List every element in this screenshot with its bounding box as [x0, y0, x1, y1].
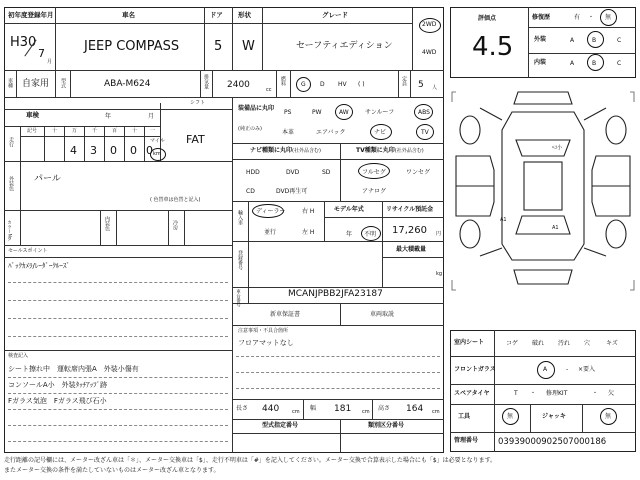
- mileage-col-hun: 百: [112, 128, 118, 134]
- inspector-note-line: Fガラス気泡 Fガラス飛び石小: [8, 397, 107, 405]
- capacity-value: 5: [418, 80, 424, 90]
- category-value: 自家用: [22, 79, 50, 89]
- shape-value: W: [242, 39, 255, 54]
- mileage-digit: 0: [146, 144, 153, 157]
- model-year-label: モデル年式: [334, 206, 364, 213]
- navi-dvd-play: DVD再生可: [276, 188, 308, 195]
- fuel-hv: HV: [338, 81, 347, 88]
- spare-sep1: ・: [530, 390, 537, 397]
- tv-label-text: TV種類に丸印: [356, 147, 395, 154]
- navi-dvd: DVD: [286, 169, 300, 176]
- score-label: 評価点: [478, 15, 497, 22]
- front-glass-a: A: [543, 366, 548, 373]
- sales-point-text: ﾊﾞｯｸｶﾒﾗ/ﾚｰﾀﾞｰｸﾙｰｽﾞ: [8, 262, 70, 270]
- vin-value: MCANJPBB2JFA23187: [288, 289, 383, 299]
- vin-label: 車台番号: [235, 289, 241, 307]
- footer-note-1: 走行距離の記号欄には、メーター改ざん車は「＊」、メーター交換車は「$」、走行不明車は「#」を記入してください。メーター交換で合算表示した場合にも「$」は必要となります。: [4, 457, 497, 464]
- length-label: 長さ: [236, 405, 249, 412]
- grade-value: セーフティエディション: [296, 41, 393, 51]
- mileage-digit: 3: [90, 144, 97, 157]
- model-value: ABA-M624: [104, 79, 151, 89]
- shape-label: 形状: [238, 11, 251, 19]
- exterior-grade-b: B: [592, 37, 597, 44]
- capacity-unit: 人: [432, 85, 438, 91]
- equip-tv: TV: [421, 129, 429, 136]
- tv-analog: アナログ: [362, 188, 387, 195]
- doors-value: 5: [214, 39, 223, 54]
- navi-hdd: HDD: [246, 169, 260, 176]
- tv-label: [356, 148, 424, 154]
- interior-grade-b: B: [592, 60, 597, 67]
- fuel-d: D: [320, 81, 325, 88]
- import-left: 左 H: [302, 229, 315, 236]
- displacement-value: 2400: [227, 80, 250, 90]
- class-number-label: 類別区分番号: [368, 422, 405, 429]
- warranty-manual: 車両取説: [370, 311, 395, 318]
- reg-month-value: 7: [38, 47, 45, 60]
- navi-cd: CD: [246, 188, 255, 195]
- fuel-g: G: [301, 81, 306, 88]
- model-year-year: 年: [346, 231, 353, 238]
- interior-color-label: 内装色: [104, 216, 110, 231]
- door-label: ドア: [210, 11, 223, 19]
- length-value: 440: [262, 404, 280, 414]
- exterior-grade-a: A: [570, 37, 575, 44]
- capacity-label: 定員: [401, 76, 407, 86]
- exterior-grade-label: 外装: [534, 36, 547, 43]
- equip-sunroof: サンルーフ: [365, 109, 395, 116]
- mileage-col-ten: 十: [132, 128, 138, 134]
- height-value: 164: [406, 404, 424, 414]
- recycle-label: リサイクル預託金: [386, 206, 434, 213]
- mileage-digit: 4: [70, 144, 77, 157]
- damage-mark-dent: ﾍｺ小: [552, 145, 563, 151]
- equip-ps: PS: [284, 109, 292, 116]
- grade-label: グレード: [322, 11, 348, 19]
- damage-mark-a1-right: A1: [552, 225, 559, 231]
- control-value: 03939000902507000186: [498, 437, 607, 447]
- jack-value: 無: [605, 413, 612, 420]
- mileage-digit: 0: [110, 144, 117, 157]
- car-name-value: JEEP COMPASS: [84, 39, 180, 54]
- navi-label: [250, 148, 321, 154]
- tools-label: 工具: [458, 413, 471, 420]
- repair-no: 無: [605, 14, 612, 21]
- exterior-note: ( 色替車は色替と記入): [150, 197, 201, 203]
- drive-4wd: 4WD: [422, 49, 437, 56]
- equipment-sub: (純正のみ): [238, 126, 262, 132]
- front-glass-label: フロントガラス: [454, 366, 496, 373]
- fuel-other: ( ): [358, 81, 365, 88]
- mileage-col-thou: 千: [92, 128, 98, 134]
- shift-label: シフト: [190, 100, 206, 106]
- equip-pw: PW: [312, 109, 322, 116]
- inspection-label: 車検: [26, 111, 39, 119]
- sales-point-label: セールスポイント: [8, 248, 48, 254]
- footer-note-2: またメーター交換の条件を満たしていないものはメーター改ざん車となります。: [4, 467, 220, 474]
- mileage-col-10k: 十: [52, 128, 58, 134]
- spare-sep2: ・: [592, 390, 599, 397]
- seat-tear: 破れ: [532, 340, 545, 347]
- spare-label: スペアタイヤ: [454, 390, 490, 397]
- mileage-digit: 0: [130, 144, 137, 157]
- equip-navi: ナビ: [374, 129, 387, 136]
- control-label: 管理番号: [454, 437, 479, 444]
- max-load-label: 最大積載量: [396, 246, 427, 253]
- cc-unit: cc: [266, 87, 272, 93]
- tv-oneseg: ワンセグ: [406, 169, 431, 176]
- mileage-col-one: 一: [150, 128, 156, 134]
- color-no-label: カラーNo.: [6, 220, 12, 241]
- front-glass-replace: ×要入: [578, 366, 596, 373]
- equip-airbag: エアバック: [316, 129, 346, 136]
- equipment-label: 装備品に丸印: [238, 105, 275, 112]
- jack-label: ジャッキ: [542, 413, 566, 420]
- tv-fullseg: フルセグ: [362, 169, 386, 176]
- recycle-unit: 円: [436, 231, 442, 237]
- width-label: 幅: [310, 405, 317, 412]
- mileage-label: 走行: [8, 137, 14, 147]
- equip-abs: ABS: [418, 109, 430, 116]
- import-parallel: 並行: [264, 229, 277, 236]
- height-label: 高さ: [378, 405, 391, 412]
- caution-label: 注意事項・不具合箇所: [238, 328, 289, 334]
- type-spec-label: 型式指定番号: [262, 422, 299, 429]
- reg-year-label: 初年度登録年月: [8, 11, 54, 19]
- navi-sd: SD: [322, 169, 331, 176]
- mileage-unit-km: km: [153, 151, 161, 157]
- drive-2wd: 2WD: [422, 21, 437, 28]
- fuel-label: 燃料: [280, 76, 286, 86]
- interior-grade-a: A: [570, 60, 575, 67]
- car-name-label: 車名: [122, 11, 135, 19]
- category-label: 車種: [7, 78, 13, 88]
- tv-label-sub: (社外品含む): [394, 148, 424, 154]
- equip-leather: 本革: [282, 129, 295, 136]
- caution-text: フロアマットなし: [238, 339, 294, 347]
- length-unit: cm: [292, 409, 300, 415]
- inspection-year: 年: [105, 113, 112, 120]
- inspection-month: 月: [148, 113, 155, 120]
- registration-label: 登録番号: [237, 250, 243, 270]
- shift-value: FAT: [186, 133, 205, 146]
- width-unit: cm: [362, 409, 370, 415]
- seat-label: 室内シート: [454, 339, 485, 346]
- recycle-amount: 17,260: [392, 225, 427, 236]
- interior-grade-c: C: [617, 60, 622, 67]
- mileage-col-man: 万: [72, 128, 78, 134]
- inspector-note-line: コンソールA小 外装ﾀｯﾁｱｯﾌﾟ跡: [8, 381, 108, 389]
- reg-month-suffix: 月: [47, 59, 53, 65]
- spare-kit: 修理KIT: [546, 390, 568, 397]
- width-value: 181: [334, 404, 352, 414]
- import-dealer: ディーラー: [256, 208, 286, 215]
- max-load-unit: kg: [436, 271, 443, 277]
- height-unit: cm: [432, 409, 440, 415]
- exterior-label: 外装色: [8, 176, 14, 191]
- car-damage-diagram: [450, 84, 636, 324]
- displacement-label: 排気量: [203, 74, 209, 89]
- tools-value: 無: [507, 413, 514, 420]
- exterior-grade-c: C: [617, 37, 622, 44]
- model-year-unknown: 不明: [364, 231, 377, 238]
- damage-mark-a1-left: A1: [500, 217, 507, 223]
- seat-burn: コゲ: [506, 340, 519, 347]
- exterior-color: パール: [34, 174, 61, 184]
- cooler-label: 冷房: [172, 220, 178, 230]
- spare-none: 欠: [608, 390, 615, 397]
- navi-label-text: ナビ種類に丸印: [250, 147, 293, 154]
- mileage-col-no: 記号: [27, 128, 38, 134]
- interior-grade-label: 内装: [534, 59, 547, 66]
- equip-aw: AW: [339, 109, 349, 116]
- inspector-notes-label: 検査記入: [8, 353, 29, 359]
- inspector-note-line: シート擦れ中 運転席内張A 外装小傷有: [8, 365, 139, 373]
- import-label: 輸入車: [237, 210, 243, 225]
- warranty-new: 新車保証書: [270, 311, 301, 318]
- seat-scratch: キズ: [606, 340, 618, 347]
- repair-yes: 有: [574, 14, 581, 21]
- import-right: 右 H: [302, 208, 315, 215]
- front-glass-dash: -: [566, 366, 569, 373]
- score-value: 4.5: [472, 32, 514, 62]
- seat-hole: 穴: [584, 340, 591, 347]
- repair-label: 修復歴: [532, 14, 551, 21]
- mileage-unit-mile: マイル: [150, 138, 165, 144]
- navi-label-sub: (社外品含む): [292, 148, 321, 154]
- model-label: 型式: [60, 78, 66, 88]
- spare-t: T: [514, 390, 518, 397]
- repair-sep: ・: [588, 14, 595, 21]
- seat-stain: 汚れ: [558, 340, 571, 347]
- reg-year-value: H30: [10, 35, 37, 50]
